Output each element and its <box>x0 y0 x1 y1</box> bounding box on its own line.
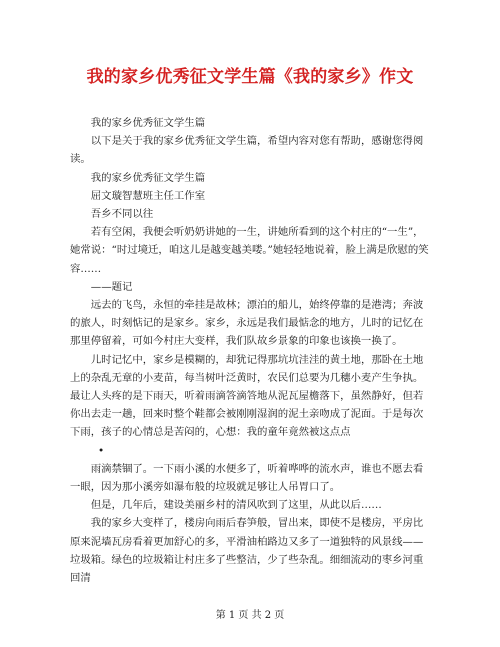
paragraph-intro: 以下是关于我的家乡优秀征文学生篇，希望内容对您有帮助，感谢您得阅读。 <box>70 135 424 166</box>
paragraph-studio: 屈文璇智慧班主任工作室 <box>90 189 206 202</box>
paragraph-body-6: 垃圾箱。绿色的垃圾箱让村庄多了些整洁，少了些杂乱。细细流动的枣乡河重回清 <box>70 553 424 585</box>
paragraph-essay-title: 吾乡不同以往 <box>90 208 154 221</box>
paragraph-body-1: 远去的飞鸟，永恒的牵挂是故林；漂泊的船儿，始终停靠的是港湾；奔波的旅人，时刻惦记的是家乡。家乡，永远是我们最惦念的地方，儿时的记忆在那里停留着，可如今村庄大变样，我们队故乡景象的印象也该换一换了。 <box>70 299 424 348</box>
paragraph-epigraph: 若有空闲，我便会听奶奶讲她的一生，讲她所看到的这个村庄的“一生”，她常说：“时过境迁，咱这儿是越变越美喽。”她轻轻地说着，脸上满是欣慰的笑容…… <box>70 226 429 275</box>
paragraph-body-4: 但是，几年后，建设美丽乡村的清风吹到了这里，从此以后…… <box>90 499 382 512</box>
paragraph-subtitle: 我的家乡优秀征文学生篇 <box>90 117 206 129</box>
paragraph-epigraph-mark: ——题记 <box>90 280 133 293</box>
paragraph-heading: 我的家乡优秀征文学生篇 <box>90 171 206 184</box>
bullet-mark: • <box>98 444 105 457</box>
document-title: 我的家乡优秀征文学生篇《我的家乡》作文 <box>86 67 414 87</box>
paragraph-body-3: 雨滴禁锢了。一下雨小溪的水便多了，听着哗哗的流水声，谁也不愿去看一眼，因为那小溪旁如瀑布般的垃圾就足够让人吊胃口了。 <box>70 462 424 494</box>
document-body <box>70 114 432 587</box>
page-footer: 第 1 页 共 2 页 <box>215 610 285 621</box>
paragraph-body-5: 我的家乡大变样了，楼房向雨后春笋般，冒出来，即使不是楼房，平房比原来泥墙瓦房看着更加舒心的多，平滑油柏路边又多了一道独特的风景线—— <box>70 517 424 548</box>
paragraph-body-2: 儿时记忆中，家乡是模糊的，却犹记得那坑坑洼洼的黄土地，那卧在土地上的杂乱无章的小麦苗，每当树叶泛黄时，农民们总要为几穗小麦产生争执。最让人头疼的是下雨天，听着雨滴答滴答地从泥瓦屋檐落下，虽然静好，但若你出去走一趟，回来时整个鞋都会被刚刚湿润的泥土亲吻成了泥面。于是每次下雨，孩子的心情总是苦闷的，心想：我的童年竟然被这点点 <box>70 353 424 439</box>
